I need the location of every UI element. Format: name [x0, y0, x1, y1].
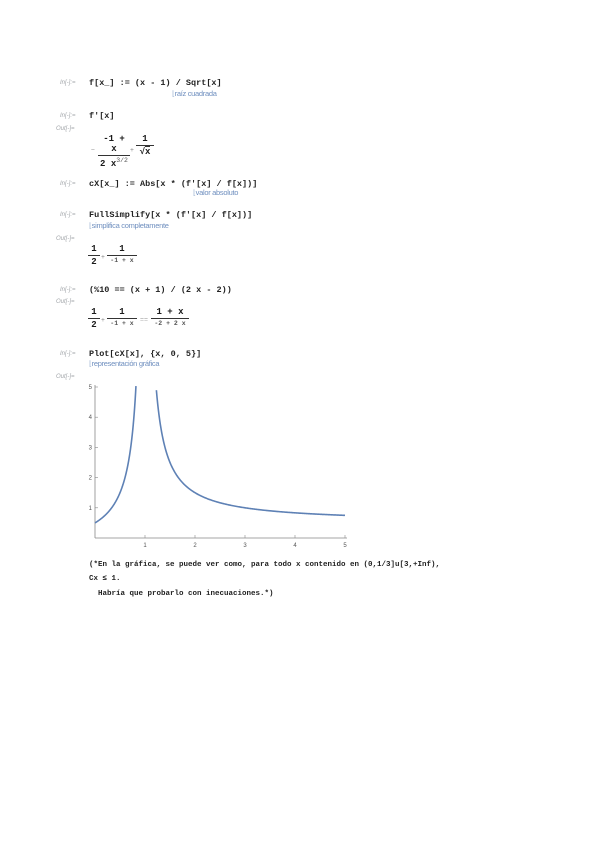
x-tick-label: 4 — [293, 543, 297, 549]
x-tick-label: 5 — [343, 543, 347, 549]
out-label: Out[-]= — [56, 126, 75, 132]
fraction-term: -1 + x 2 $x^{3/2}$ — [98, 134, 130, 169]
code-input[interactable]: f[x_] := (x - 1) / Sqrt[x] — [89, 78, 222, 88]
fraction-term: 1 -1 + x — [107, 244, 137, 264]
hint-text: ⌊representación gráfica — [89, 359, 160, 368]
fraction-term: 1 -1 + x — [107, 307, 137, 327]
fraction-term: 1 + x -2 + 2 x — [151, 307, 189, 327]
y-tick-label: 3 — [88, 445, 92, 452]
in-label: In[-]:= — [60, 181, 76, 187]
out-label: Out[-]= — [56, 374, 75, 380]
x-tick-label: 1 — [143, 543, 147, 549]
code-input[interactable]: (%10 == (x + 1) / (2 x - 2)) — [89, 285, 232, 295]
in-label: In[-]:= — [60, 287, 76, 293]
hint-text: ⌊valor absoluto — [193, 188, 239, 197]
y-tick-label: 5 — [88, 385, 92, 391]
in-label: In[-]:= — [60, 212, 76, 218]
out-label: Out[-]= — [56, 236, 75, 242]
comment-line-2: Cx ≤ 1. — [89, 575, 121, 583]
plus-sign: + — [130, 146, 134, 154]
in-label: In[-]:= — [60, 80, 76, 86]
fraction-term: 1 √x — [136, 134, 154, 157]
code-input[interactable]: Plot[cX[x], {x, 0, 5}] — [89, 349, 202, 359]
code-input[interactable]: FullSimplify[x * (f'[x] / f[x])] — [89, 210, 253, 220]
y-tick-label: 2 — [88, 475, 92, 482]
y-tick-label: 1 — [88, 505, 92, 512]
code-input[interactable]: cX[x_] := Abs[x * (f'[x] / f[x])] — [89, 179, 258, 189]
minus-sign: − — [91, 146, 95, 154]
comment-line-1: (*En la gráfica, se puede ver como, para todo x contenido en (0,1/3]u[3,+Inf), — [89, 561, 441, 569]
equals-sign: == — [140, 316, 148, 324]
out-label: Out[-]= — [56, 299, 75, 305]
plus-sign: + — [101, 253, 105, 261]
x-tick-label: 3 — [243, 543, 247, 549]
code-input[interactable]: f'[x] — [89, 111, 115, 121]
fraction-term: 1 2 — [88, 307, 100, 330]
series-line-left — [95, 386, 136, 523]
hint-text: ⌊raíz cuadrada — [172, 89, 217, 98]
x-tick-label: 2 — [193, 543, 197, 549]
series-line-right — [156, 390, 345, 515]
in-label: In[-]:= — [60, 351, 76, 357]
hint-text: ⌊simplifica completamente — [89, 221, 169, 230]
plus-sign: + — [101, 316, 105, 324]
comment-line-3: Habría que probarlo con inecuaciones.*) — [89, 590, 274, 598]
y-tick-label: 4 — [88, 415, 92, 422]
in-label: In[-]:= — [60, 113, 76, 119]
fraction-term: 1 2 — [88, 244, 100, 267]
